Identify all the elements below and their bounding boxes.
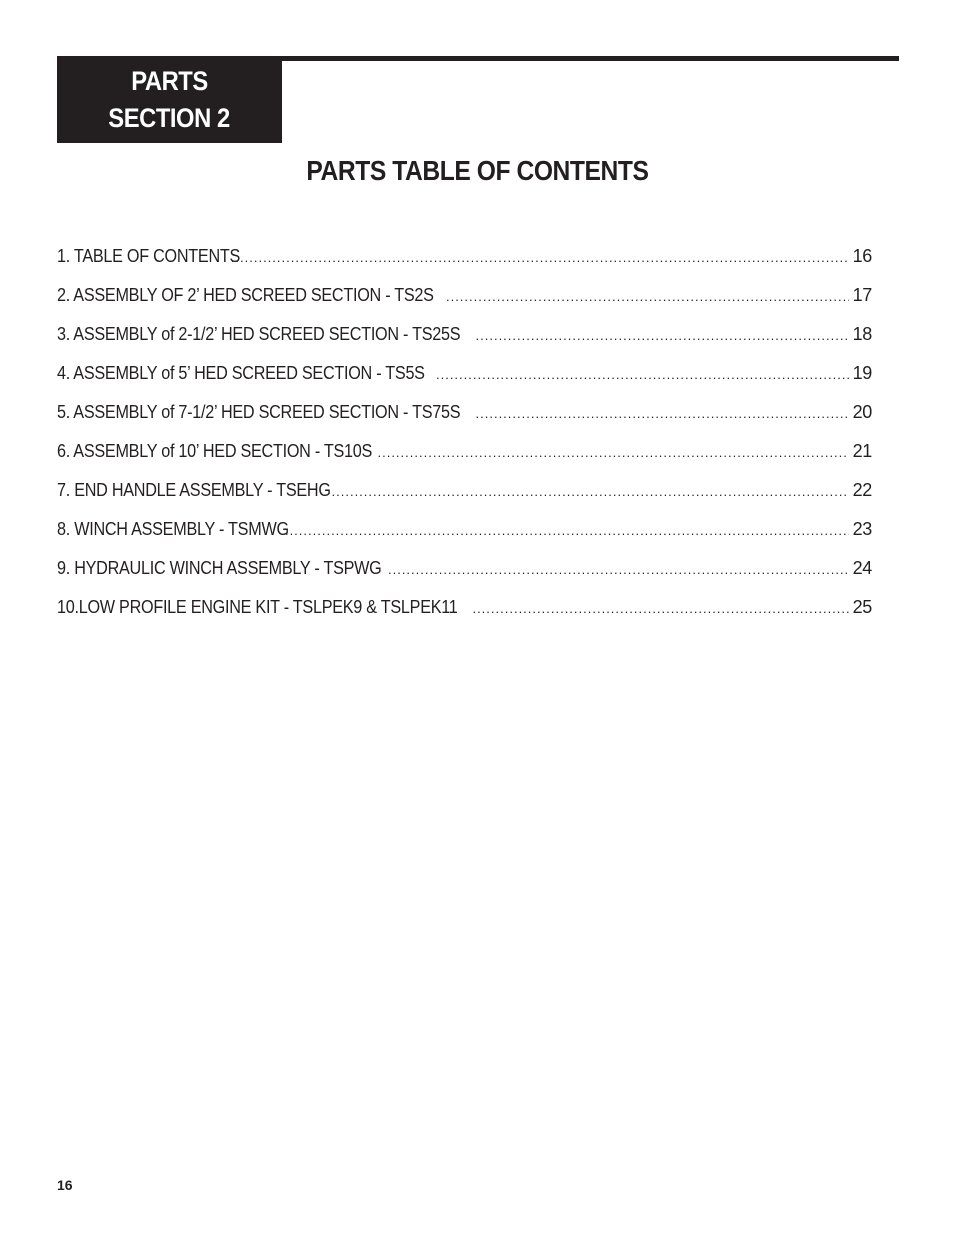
toc-entry[interactable] <box>57 246 872 285</box>
toc-entry-page: 23 <box>852 519 872 539</box>
toc-entry-label: 5. ASSEMBLY of 7-1/2’ HED SCREED SECTION - TS75S <box>57 402 461 422</box>
toc-entry-page: 21 <box>852 441 872 461</box>
page-title: PARTS TABLE OF CONTENTS <box>305 155 649 186</box>
toc-dot-leader <box>476 328 849 343</box>
toc-dot-leader <box>388 562 849 577</box>
toc-entry-page: 20 <box>852 402 872 422</box>
toc-entry-label: 4. ASSEMBLY of 5’ HED SCREED SECTION - TS5S <box>57 363 425 383</box>
table-of-contents <box>57 246 872 636</box>
toc-entry-label: 1. TABLE OF CONTENTS <box>57 246 241 266</box>
toc-dot-leader <box>446 289 849 304</box>
section-label-line2: SECTION 2 <box>108 102 231 133</box>
toc-dot-leader <box>231 250 849 265</box>
toc-entry-label: 3. ASSEMBLY of 2-1/2’ HED SCREED SECTION - TS25S <box>57 324 461 344</box>
toc-entry[interactable] <box>57 519 872 558</box>
page-number: 16 <box>57 1177 73 1193</box>
toc-entry-page: 19 <box>852 363 872 383</box>
section-label-box <box>57 56 282 143</box>
toc-entry[interactable] <box>57 324 872 363</box>
toc-dot-leader <box>476 406 849 421</box>
toc-entry-label: 10.LOW PROFILE ENGINE KIT - TSLPEK9 & TSLPEK11 <box>57 597 458 617</box>
toc-dot-leader <box>285 523 849 538</box>
toc-entry-label: 2. ASSEMBLY OF 2’ HED SCREED SECTION - TS2S <box>57 285 434 305</box>
toc-dot-leader <box>436 367 849 382</box>
toc-entry[interactable] <box>57 285 872 324</box>
toc-entry-page: 25 <box>852 597 872 617</box>
toc-entry[interactable] <box>57 402 872 441</box>
toc-entry-label: 9. HYDRAULIC WINCH ASSEMBLY - TSPWG <box>57 558 382 578</box>
toc-entry-label: 7. END HANDLE ASSEMBLY - TSEHG <box>57 480 331 500</box>
toc-dot-leader <box>472 601 849 616</box>
toc-entry-label: 6. ASSEMBLY of 10’ HED SECTION - TS10S <box>57 441 373 461</box>
toc-entry-page: 18 <box>852 324 872 344</box>
toc-entry-page: 22 <box>852 480 872 500</box>
section-label-line1: PARTS <box>131 65 208 96</box>
toc-dot-leader <box>377 445 849 460</box>
toc-entry[interactable] <box>57 363 872 402</box>
toc-entry[interactable] <box>57 597 872 636</box>
toc-dot-leader <box>332 484 849 499</box>
toc-entry-label: 8. WINCH ASSEMBLY - TSMWG <box>57 519 289 539</box>
toc-entry[interactable] <box>57 480 872 519</box>
toc-entry[interactable] <box>57 558 872 597</box>
toc-entry-page: 17 <box>852 285 872 305</box>
toc-entry-page: 16 <box>852 246 872 266</box>
toc-entry[interactable] <box>57 441 872 480</box>
toc-entry-page: 24 <box>852 558 872 578</box>
